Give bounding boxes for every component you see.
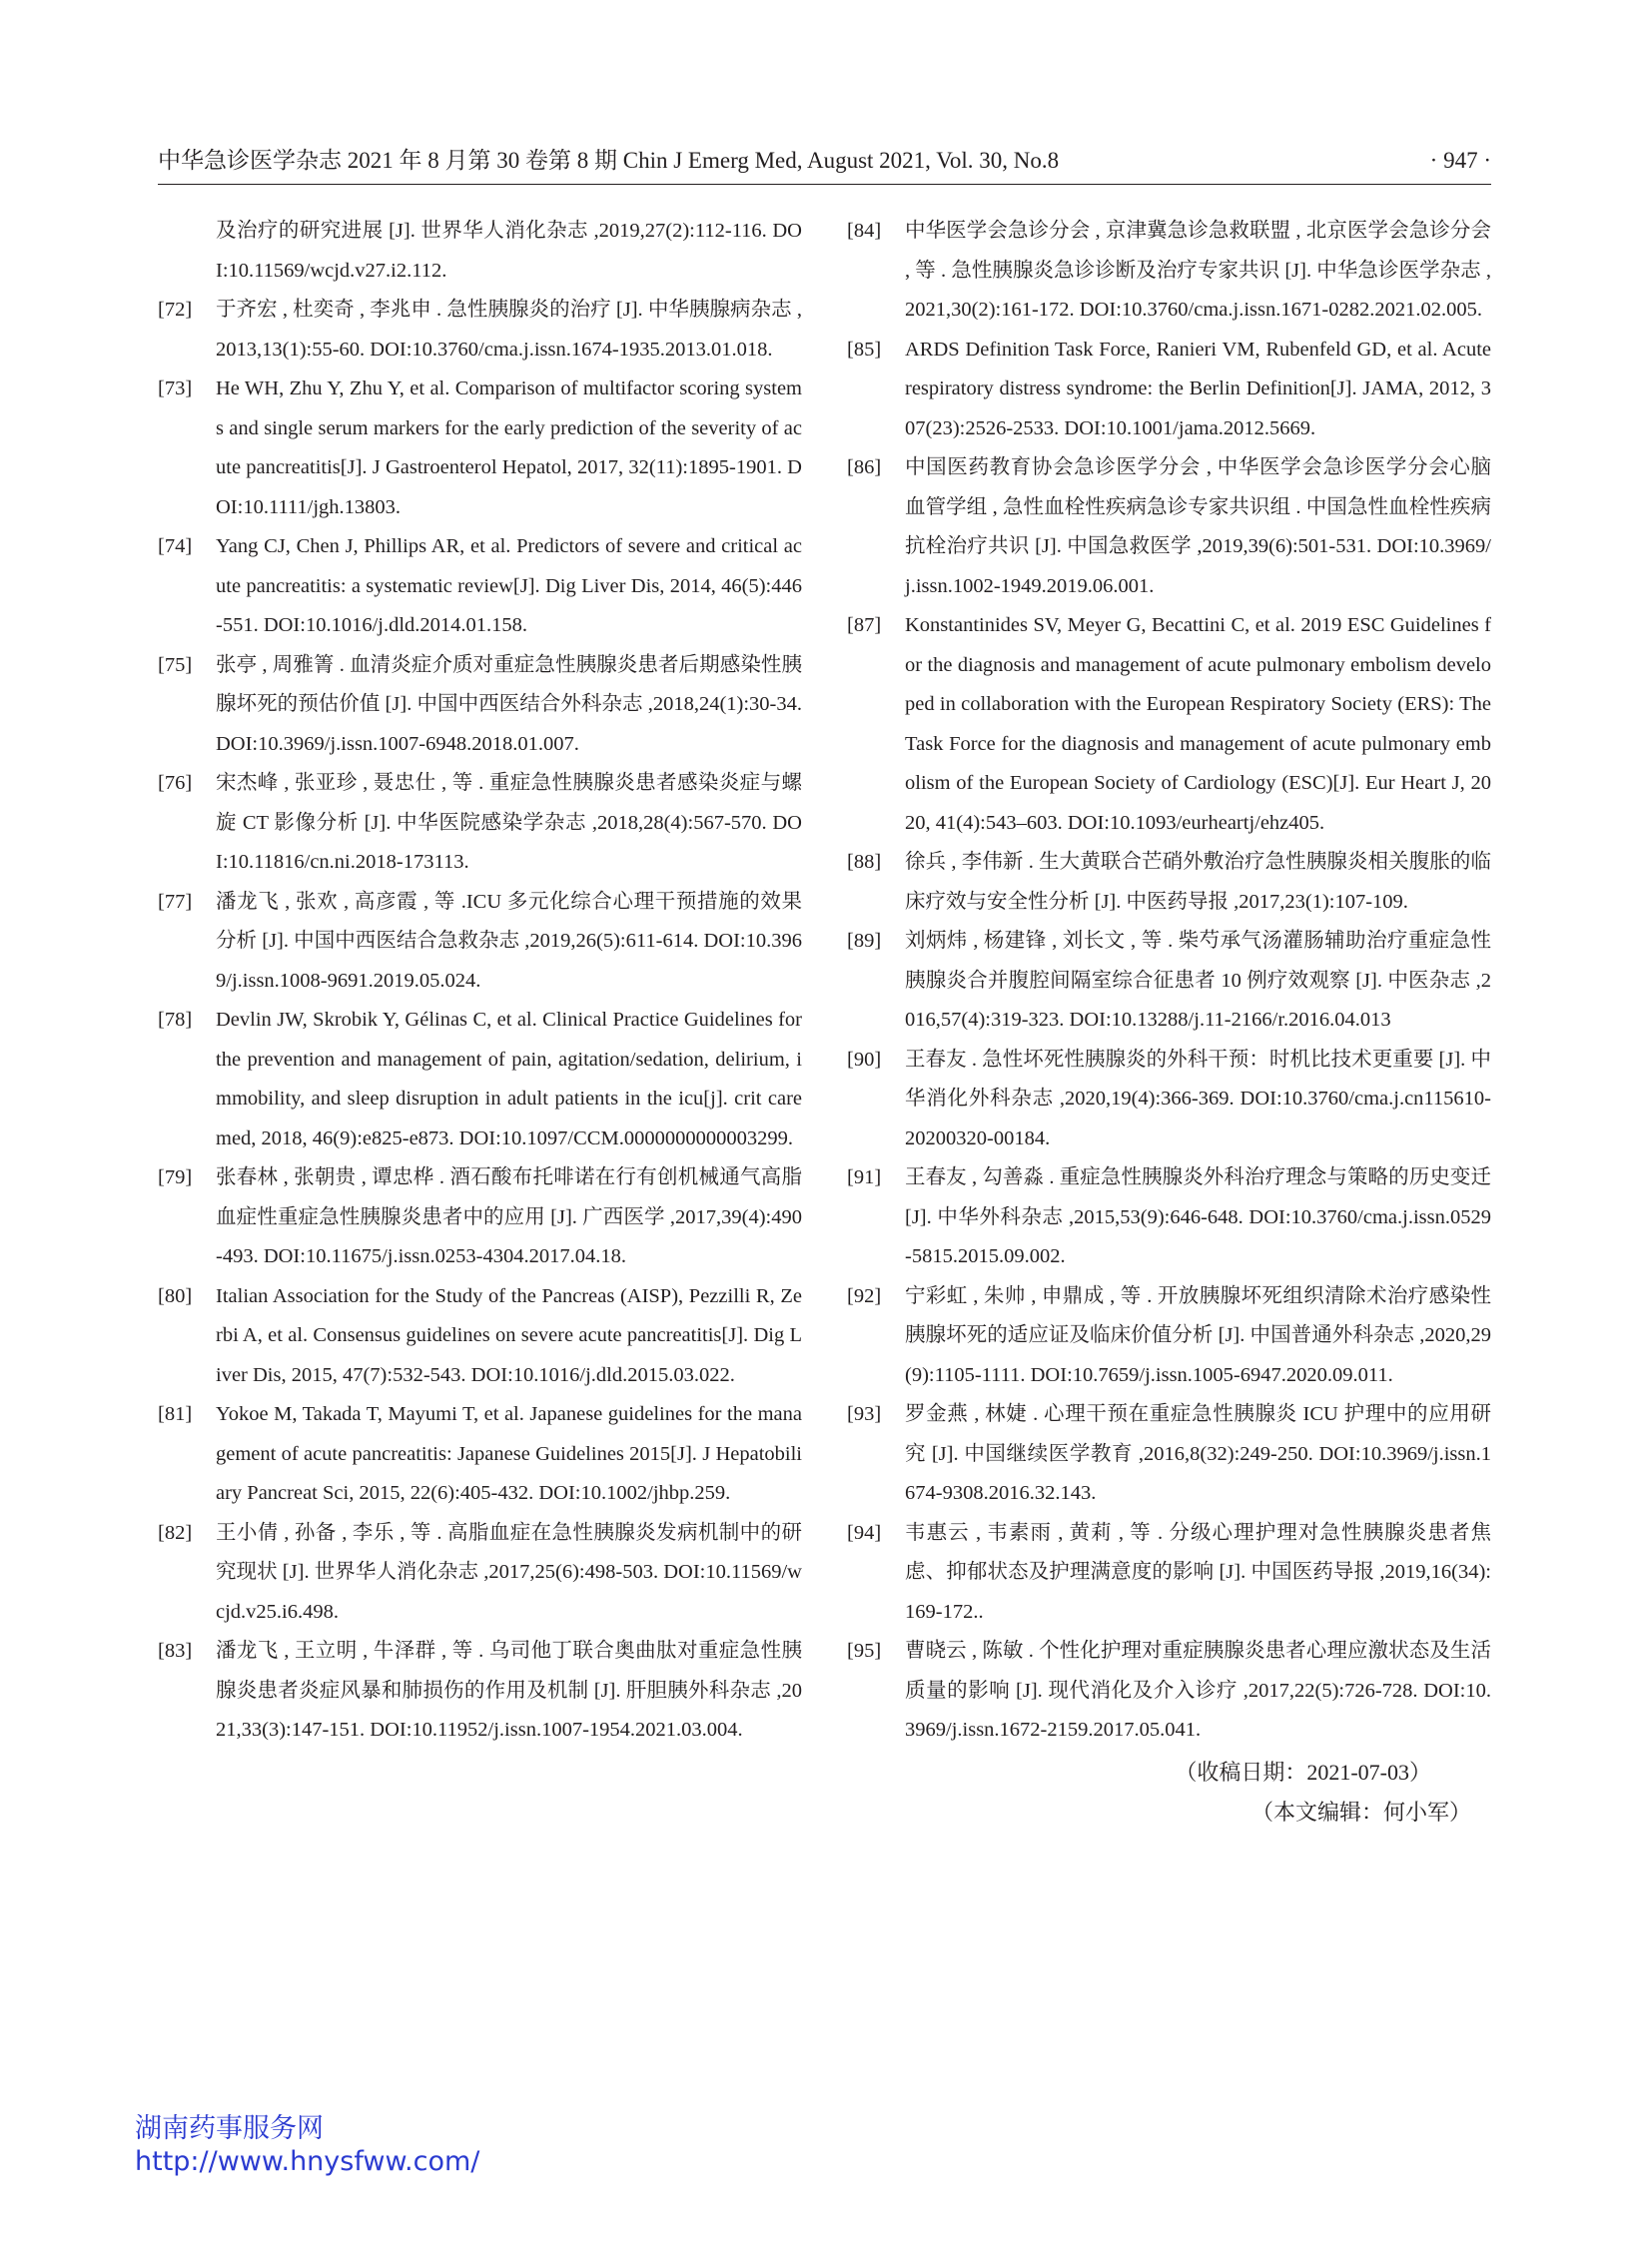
reference-text: 及治疗的研究进展 [J]. 世界华人消化杂志 ,2019,27(2):112-116. DOI:10.11569/wcjd.v27.i2.112. — [216, 220, 802, 282]
reference-number: [91] — [847, 1166, 882, 1188]
reference-item — [847, 331, 1491, 449]
reference-item — [847, 1395, 1491, 1514]
reference-item — [158, 1632, 802, 1751]
reference-text: 曹晓云 , 陈敏 . 个性化护理对重症胰腺炎患者心理应激状态及生活质量的影响 [J]. 现代消化及介入诊疗 ,2017,22(5):726-728. DOI:10.3969/j.issn.1672-2159.2017.05.041. — [905, 1640, 1491, 1741]
reference-text: 宋杰峰 , 张亚珍 , 聂忠仕 , 等 . 重症急性胰腺炎患者感染炎症与螺旋 CT 影像分析 [J]. 中华医院感染学杂志 ,2018,28(4):567-570. DOI:10.11816/cn.ni.2018-173113. — [216, 772, 802, 873]
reference-number: [80] — [158, 1284, 193, 1307]
reference-text: 中华医学会急诊分会 , 京津冀急诊急救联盟 , 北京医学会急诊分会 , 等 . 急性胰腺炎急诊诊断及治疗专家共识 [J]. 中华急诊医学杂志 ,2021,30(2):161-172. DOI:10.3760/cma.j.issn.1671-0282.2021.02.005. — [905, 220, 1491, 321]
reference-text: Yokoe M, Takada T, Mayumi T, et al. Japanese guidelines for the management of acute pancreatitis: Japanese Guidelines 2015[J]. J Hepatobiliary Pancreat Sci, 2015, 22(6):405-432. DOI:10.1002/jhbp.259. — [216, 1403, 802, 1504]
reference-item — [847, 1514, 1491, 1633]
reference-number: [72] — [158, 299, 193, 321]
reference-item — [847, 1041, 1491, 1159]
reference-item — [158, 370, 802, 527]
journal-header: 中华急诊医学杂志 2021 年 8 月第 30 卷第 8 期 Chin J Emerg Med, August 2021, Vol. 30, No.8 — [158, 148, 1060, 173]
reference-number: [82] — [158, 1521, 193, 1544]
watermark-name: 湖南药事服务网 — [135, 2113, 324, 2144]
reference-list-left — [158, 212, 802, 1751]
reference-number: [77] — [158, 890, 193, 913]
reference-text: Italian Association for the Study of the Pancreas (AISP), Pezzilli R, Zerbi A, et al. Consensus guidelines on severe acute pancreatitis[J]. Dig Liver Dis, 2015, 47(7):532-543. DOI:10.1016/j.dld.2015.03.022. — [216, 1284, 802, 1386]
reference-text: 王春友 , 勾善淼 . 重症急性胰腺炎外科治疗理念与策略的历史变迁 [J]. 中华外科杂志 ,2015,53(9):646-648. DOI:10.3760/cma.j.issn.0529-5815.2015.09.002. — [905, 1166, 1491, 1267]
reference-number: [86] — [847, 456, 882, 478]
reference-text: 潘龙飞 , 王立明 , 牛泽群 , 等 . 乌司他丁联合奥曲肽对重症急性胰腺炎患者炎症风暴和肺损伤的作用及机制 [J]. 肝胆胰外科杂志 ,2021,33(3):147-151. DOI:10.11952/j.issn.1007-1954.2021.03.004. — [216, 1640, 802, 1741]
reference-text: 刘炳炜 , 杨建锋 , 刘长文 , 等 . 柴芍承气汤灌肠辅助治疗重症急性胰腺炎合并腹腔间隔室综合征患者 10 例疗效观察 [J]. 中医杂志 ,2016,57(4):319-323. DOI:10.13288/j.11-2166/r.2016.04.013 — [905, 930, 1491, 1031]
reference-text: 中国医药教育协会急诊医学分会 , 中华医学会急诊医学分会心脑血管学组 , 急性血栓性疾病急诊专家共识组 . 中国急性血栓性疾病抗栓治疗共识 [J]. 中国急救医学 ,2019,39(6):501-531. DOI:10.3969/j.issn.1002-1949.2019.06.001. — [905, 456, 1491, 597]
reference-item — [158, 883, 802, 1002]
reference-item — [847, 1277, 1491, 1396]
editor-note: （本文编辑：何小军） — [1250, 1799, 1471, 1825]
reference-item — [158, 1395, 802, 1514]
reference-text: 王春友 . 急性坏死性胰腺炎的外科干预：时机比技术更重要 [J]. 中华消化外科杂志 ,2020,19(4):366-369. DOI:10.3760/cma.j.cn115610-20200320-00184. — [905, 1048, 1491, 1149]
reference-number: [93] — [847, 1403, 882, 1425]
reference-text: 于齐宏 , 杜奕奇 , 李兆申 . 急性胰腺炎的治疗 [J]. 中华胰腺病杂志 ,2013,13(1):55-60. DOI:10.3760/cma.j.issn.1674-1935.2013.01.018. — [216, 299, 802, 361]
reference-number: [73] — [158, 377, 193, 399]
reference-number: [84] — [847, 220, 882, 242]
reference-item — [847, 1632, 1491, 1751]
reference-item — [847, 606, 1491, 843]
reference-number: [83] — [158, 1640, 193, 1662]
reference-text: 韦惠云 , 韦素雨 , 黄莉 , 等 . 分级心理护理对急性胰腺炎患者焦虑、抑郁状态及护理满意度的影响 [J]. 中国医药导报 ,2019,16(34):169-172.. — [905, 1521, 1491, 1623]
reference-number: [94] — [847, 1521, 882, 1544]
reference-number: [78] — [158, 1009, 193, 1031]
reference-text: He WH, Zhu Y, Zhu Y, et al. Comparison of multifactor scoring systems and single serum markers for the early prediction of the severity of acute pancreatitis[J]. J Gastroenterol Hepatol, 2017, 32(11):1895-1901. DOI:10.1111/jgh.13803. — [216, 377, 802, 518]
reference-number: [79] — [158, 1166, 193, 1188]
reference-item — [158, 1277, 802, 1396]
reference-item — [158, 1158, 802, 1277]
reference-text: 潘龙飞 , 张欢 , 高彦霞 , 等 .ICU 多元化综合心理干预措施的效果分析 [J]. 中国中西医结合急救杂志 ,2019,26(5):611-614. DOI:10.3969/j.issn.1008-9691.2019.05.024. — [216, 890, 802, 992]
reference-item — [158, 646, 802, 765]
header-rule — [158, 184, 1491, 185]
reference-item — [847, 843, 1491, 922]
reference-item — [158, 527, 802, 646]
article-meta — [847, 1753, 1491, 1833]
reference-item — [847, 922, 1491, 1041]
reference-number: [87] — [847, 614, 882, 636]
reference-item — [158, 1514, 802, 1633]
reference-text: 张春林 , 张朝贵 , 谭忠桦 . 酒石酸布托啡诺在行有创机械通气高脂血症性重症急性胰腺炎患者中的应用 [J]. 广西医学 ,2017,39(4):490-493. DOI:10.11675/j.issn.0253-4304.2017.04.18. — [216, 1166, 802, 1267]
reference-text: 罗金燕 , 林婕 . 心理干预在重症急性胰腺炎 ICU 护理中的应用研究 [J]. 中国继续医学教育 ,2016,8(32):249-250. DOI:10.3969/j.issn.1674-9308.2016.32.143. — [905, 1403, 1491, 1504]
reference-text: 王小倩 , 孙备 , 李乐 , 等 . 高脂血症在急性胰腺炎发病机制中的研究现状 [J]. 世界华人消化杂志 ,2017,25(6):498-503. DOI:10.11569/wcjd.v25.i6.498. — [216, 1521, 802, 1623]
reference-list-right — [847, 212, 1491, 1833]
reference-text: ARDS Definition Task Force, Ranieri VM, Rubenfeld GD, et al. Acute respiratory distress syndrome: the Berlin Definition[J]. JAMA, 2012, 307(23):2526-2533. DOI:10.1001/jama.2012.5669. — [905, 338, 1491, 439]
reference-text: 张亭 , 周雅箐 . 血清炎症介质对重症急性胰腺炎患者后期感染性胰腺坏死的预估价值 [J]. 中国中西医结合外科杂志 ,2018,24(1):30-34. DOI:10.3969/j.issn.1007-6948.2018.01.007. — [216, 653, 802, 755]
reference-item — [847, 212, 1491, 331]
reference-number: [92] — [847, 1284, 882, 1307]
reference-number: [85] — [847, 338, 882, 361]
reference-text: Konstantinides SV, Meyer G, Becattini C, et al. 2019 ESC Guidelines for the diagnosis and management of acute pulmonary embolism developed in collaboration with the European Respiratory Society (ERS): The Task Force for the diagnosis and management of acute pulmonary embolism of the European Society of Cardiology (ESC)[J]. Eur Heart J, 2020, 41(4):543–603. DOI:10.1093/eurheartj/ehz405. — [905, 614, 1491, 834]
reference-item — [158, 1001, 802, 1158]
reference-number: [81] — [158, 1403, 193, 1425]
reference-text: 徐兵 , 李伟新 . 生大黄联合芒硝外敷治疗急性胰腺炎相关腹胀的临床疗效与安全性分析 [J]. 中医药导报 ,2017,23(1):107-109. — [905, 851, 1491, 913]
watermark-url[interactable]: http://www.hnysfww.com/ — [135, 2146, 480, 2177]
reference-text: 宁彩虹 , 朱帅 , 申鼎成 , 等 . 开放胰腺坏死组织清除术治疗感染性胰腺坏死的适应证及临床价值分析 [J]. 中国普通外科杂志 ,2020,29(9):1105-1111. DOI:10.7659/j.issn.1005-6947.2020.09.011. — [905, 1284, 1491, 1386]
reference-number: [90] — [847, 1048, 882, 1071]
reference-number: [89] — [847, 930, 882, 952]
page-number: · 947 · — [1429, 148, 1491, 173]
reference-number: [75] — [158, 653, 193, 676]
received-date: （收稿日期：2021-07-03） — [1175, 1759, 1431, 1785]
reference-number: [88] — [847, 851, 882, 873]
reference-list-right-items — [847, 212, 1491, 1751]
reference-number: [76] — [158, 772, 193, 794]
reference-text: Yang CJ, Chen J, Phillips AR, et al. Predictors of severe and critical acute pancreatitis: a systematic review[J]. Dig Liver Dis, 2014, 46(5):446-551. DOI:10.1016/j.dld.2014.01.158. — [216, 535, 802, 636]
reference-item — [158, 212, 802, 291]
running-header — [158, 146, 1491, 186]
reference-item — [158, 764, 802, 883]
reference-text: Devlin JW, Skrobik Y, Gélinas C, et al. Clinical Practice Guidelines for the prevention and management of pain, agitation/sedation, delirium, immobility, and sleep disruption in adult patients in the icu[j]. crit care med, 2018, 46(9):e825-e873. DOI:10.1097/CCM.0000000000003299. — [216, 1009, 802, 1149]
reference-number: [95] — [847, 1640, 882, 1662]
reference-number: [74] — [158, 535, 193, 557]
watermark — [135, 2112, 479, 2178]
reference-item — [158, 291, 802, 370]
reference-item — [847, 448, 1491, 606]
reference-item — [847, 1158, 1491, 1277]
